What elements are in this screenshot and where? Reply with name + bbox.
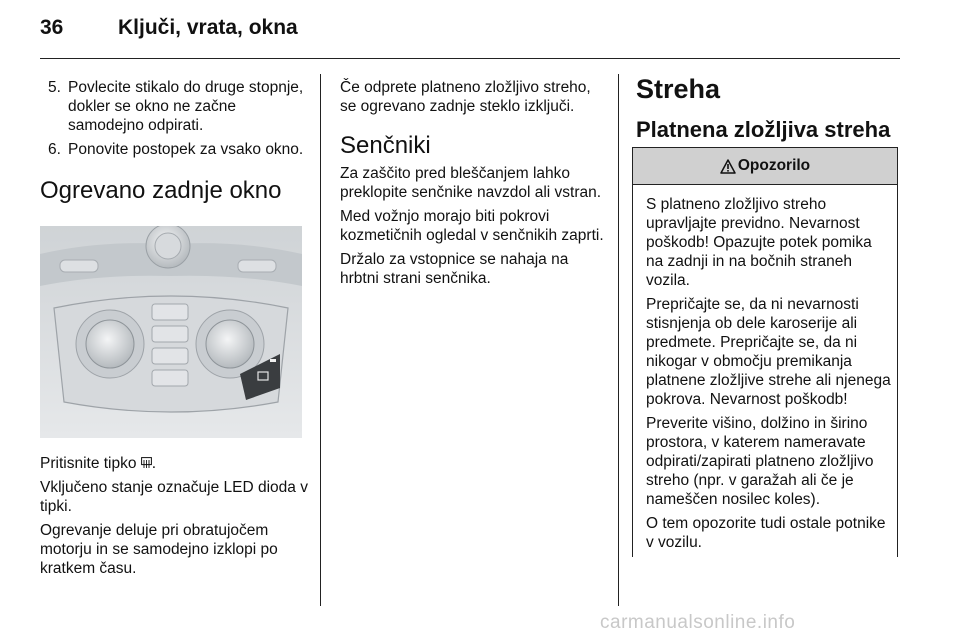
- caption-suffix: .: [151, 455, 157, 472]
- warning-paragraph: Prepričajte se, da ni nevarnosti stisnjenja ob dele karoserije ali predmete. Prepričajte se, da ni nikogar v območju premikanja platnene zložljive strehe ali njenega pokrova. Nevarnost poškodb!: [646, 296, 891, 408]
- section-heading-rear-window: Ogrevano zadnje okno: [40, 177, 282, 204]
- warning-box: [632, 147, 898, 557]
- subheading-soft-top: Platnena zložljiva streha: [636, 117, 891, 142]
- warning-triangle-icon: [720, 159, 736, 174]
- section-heading-sun-visors: Senčniki: [340, 132, 431, 159]
- warning-paragraph: S platneno zložljivo streho upravljajte previdno. Nevarnost poškodb! Opazujte potek pomika na zadnji in na bočnih straneh vozila.: [646, 196, 872, 289]
- page-number: 36: [40, 16, 64, 39]
- warning-header: [632, 147, 898, 185]
- climate-control-panel-photo: [40, 226, 302, 438]
- page-title: Ključi, vrata, okna: [118, 16, 298, 39]
- caption-press-button: [40, 454, 310, 473]
- list-item: [40, 78, 310, 135]
- section-heading-roof: Streha: [636, 74, 721, 104]
- left-column: [40, 78, 310, 205]
- column-divider-1: [320, 74, 321, 606]
- warning-title: Opozorilo: [737, 157, 811, 174]
- step-number: 5.: [48, 79, 61, 96]
- caption-text: Pritisnite tipko: [40, 455, 137, 472]
- header-rule: [40, 58, 900, 59]
- warning-body: [646, 195, 892, 557]
- step-text: Ponovite postopek za vsako okno.: [68, 141, 304, 158]
- step-text: Povlecite stikalo do druge stopnje, dokler se okno ne začne samodejno odpirati.: [68, 79, 304, 134]
- warning-paragraph: Preverite višino, dolžino in širino prostora, v katerem nameravate odpirati/zapirati platneno zložljivo streho (npr. v garažah ali če je nameščen nosilec koles).: [646, 415, 874, 508]
- list-item: [40, 140, 310, 159]
- warning-right-border: [897, 185, 898, 557]
- sun-visor-text-2: Med vožnjo morajo biti pokrovi kozmetičnih ogledal v senčnikih zaprti.: [340, 208, 604, 244]
- rear-defrost-icon: [141, 457, 152, 469]
- left-column-text: [40, 454, 310, 583]
- sun-visor-text-3: Držalo za vstopnice se nahaja na hrbtni strani senčnika.: [340, 251, 569, 287]
- step-number: 6.: [48, 141, 61, 158]
- warning-paragraph: O tem opozorite tudi ostale potnike v vozilu.: [646, 515, 886, 551]
- sun-visor-text-1: Za zaščito pred bleščanjem lahko preklopite senčnike navzdol ali vstran.: [340, 165, 602, 201]
- right-column-headings: [636, 74, 902, 143]
- warning-left-border: [632, 185, 633, 557]
- roof-defrost-note: Če odprete platneno zložljivo streho, se ogrevano zadnje steklo izključi.: [340, 79, 591, 115]
- column-divider-2: [618, 74, 619, 606]
- led-indicator-text: Vključeno stanje označuje LED dioda v tipki.: [40, 479, 308, 515]
- watermark: carmanualsonline.info: [600, 612, 796, 633]
- middle-column: [340, 78, 606, 293]
- heating-operation-text: Ogrevanje deluje pri obratujočem motorju in se samodejno izklopi po kratkem času.: [40, 522, 278, 577]
